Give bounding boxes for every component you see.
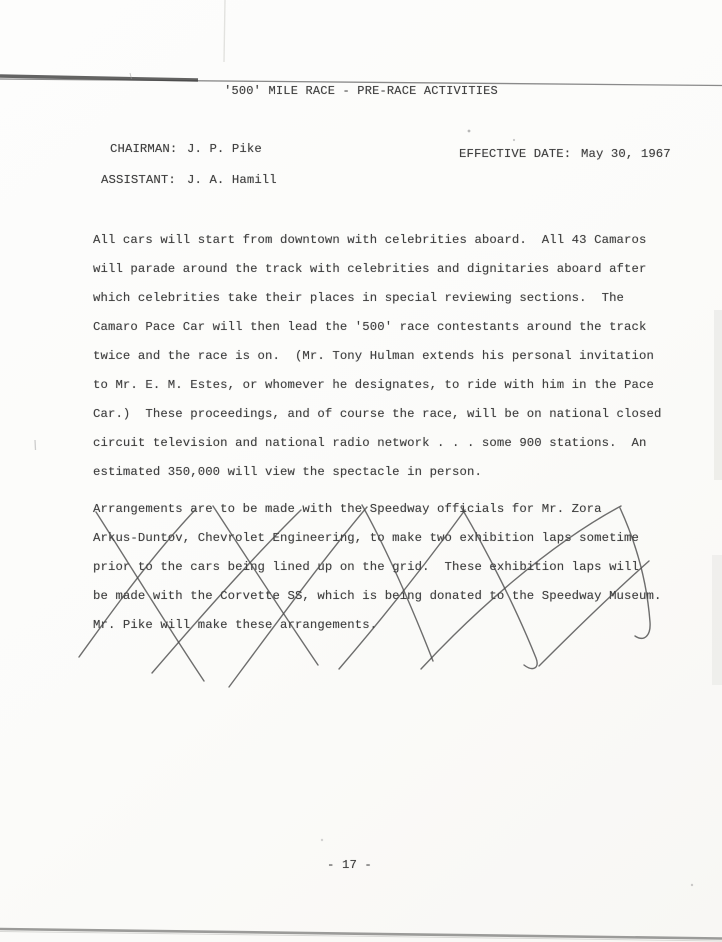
typed-line: circuit television and national radio network . . . some 900 stations. An	[93, 436, 647, 450]
cross-out-stroke	[461, 507, 537, 669]
cross-out-stroke	[339, 510, 465, 669]
typed-line: will parade around the track with celebrities and dignitaries aboard after	[93, 262, 647, 276]
cross-out-stroke	[362, 505, 433, 661]
typed-line: Mr. Pike will make these arrangements.	[93, 618, 378, 632]
typed-line: Car.) These proceedings, and of course the race, will be on national closed	[93, 407, 662, 421]
typed-line: twice and the race is on. (Mr. Tony Hulman extends his personal invitation	[93, 349, 654, 363]
chairman-label: CHAIRMAN:	[110, 142, 178, 156]
typed-line: Arkus-Duntov, Chevrolet Engineering, to make two exhibition laps sometime	[93, 531, 639, 545]
assistant-label: ASSISTANT:	[101, 173, 176, 187]
typed-line: Camaro Pace Car will then lead the '500' race contestants around the track	[93, 320, 647, 334]
assistant-value: J. A. Hamill	[187, 173, 277, 187]
typed-line: prior to the cars being lined up on the grid. These exhibition laps will	[93, 560, 639, 574]
cross-out-stroke	[539, 561, 649, 666]
document-title: '500' MILE RACE - PRE-RACE ACTIVITIES	[224, 84, 498, 98]
typed-line: which celebrities take their places in special reviewing sections. The	[93, 291, 625, 305]
cross-out-stroke	[79, 509, 196, 657]
page-number: - 17 -	[327, 858, 372, 872]
effective-date-value: May 30, 1967	[581, 147, 671, 161]
typed-line: to Mr. E. M. Estes, or whomever he designates, to ride with him in the Pace	[93, 378, 654, 392]
cross-out-stroke	[421, 506, 621, 669]
cross-out-stroke	[96, 512, 204, 681]
typed-line: estimated 350,000 will view the spectacle in person.	[93, 465, 482, 479]
cross-out-stroke	[152, 510, 301, 673]
typed-line: Arrangements are to be made with the Speedway officials for Mr. Zora	[93, 502, 602, 516]
typed-line: All cars will start from downtown with celebrities aboard. All 43 Camaros	[93, 233, 647, 247]
typed-line: be made with the Corvette SS, which is being donated to the Speedway Museum.	[93, 589, 662, 603]
chairman-value: J. P. Pike	[187, 142, 262, 156]
effective-date-label: EFFECTIVE DATE:	[459, 147, 572, 161]
